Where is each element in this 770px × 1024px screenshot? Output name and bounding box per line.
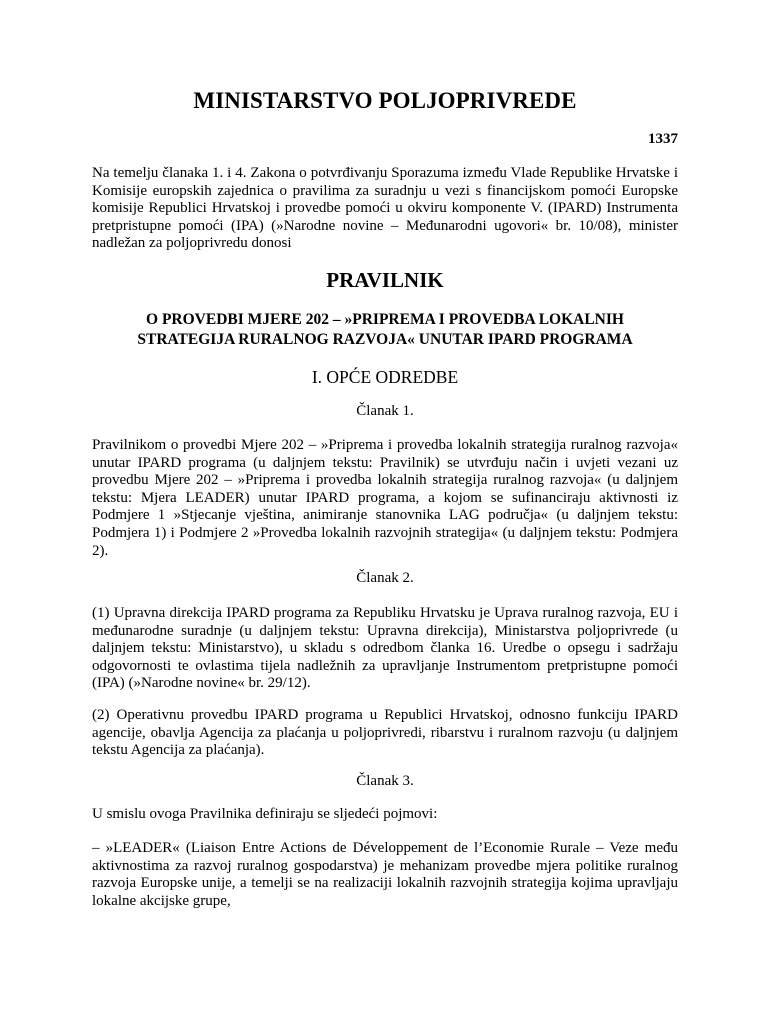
document-subtitle bbox=[92, 310, 678, 349]
document-title: PRAVILNIK bbox=[326, 268, 444, 292]
subtitle-line-2: STRATEGIJA RURALNOG RAZVOJA« UNUTAR IPARD PROGRAMA bbox=[137, 330, 633, 348]
article-3-heading: Članak 3. bbox=[356, 773, 414, 789]
section-heading: I. OPĆE ODREDBE bbox=[311, 367, 459, 387]
article-2-heading: Članak 2. bbox=[356, 570, 414, 586]
subtitle-line-1: O PROVEDBI MJERE 202 – »PRIPREMA I PROVEDBA LOKALNIH bbox=[146, 311, 624, 328]
document-number: 1337 bbox=[648, 131, 678, 147]
article-3-item-1: – »LEADER« (Liaison Entre Actions de Développement de l’Economie Rurale – Veze među aktivnostima za razvoj ruralnog gospodarstva) je mehanizam provedbe mjera politike ruralnog razvoja Europske unije, a temelji se na realizaciji lokalnih razvojnih strategija kojima upravljaju lokalne akcijske grupe, bbox=[92, 840, 678, 909]
article-1-heading: Članak 1. bbox=[356, 403, 414, 419]
article-2-paragraph-1: (1) Upravna direkcija IPARD programa za Republiku Hrvatsku je Uprava ruralnog razvoja, EU i međunarodne suradnje (u daljnjem tekstu: Upravna direkcija), Ministarstva poljoprivrede (u daljnjem tekstu: Ministarstvo), u skladu s odredbom članka 16. Uredbe o opsegu i sadržaju odgovornosti te ovlastima tijela nadležnih za upravljanje Instrumentom pretpristupne pomoći (IPA) (»Narodne novine« br. 29/12). bbox=[92, 605, 678, 692]
article-1-paragraph: Pravilnikom o provedbi Mjere 202 – »Priprema i provedba lokalnih strategija ruralnog razvoja« unutar IPARD programa (u daljnjem tekstu: Pravilnik) se utvrđuju način i uvjeti vezani uz provedbu Mjere 202 – »Priprema i provedba lokalnih strategija ruralnog razvoja« (u daljnjem tekstu: Mjera LEADER) unutar IPARD programa, a kojom se sufinanciraju aktivnosti iz Podmjere 1 »Stjecanje vještina, animiranje stanovnika LAG područja« (u daljnjem tekstu: Podmjera 1) i Podmjere 2 »Provedba lokalnih razvojnih strategija« (u daljnjem tekstu: Podmjera 2). bbox=[92, 437, 678, 559]
ministry-heading: MINISTARSTVO POLJOPRIVREDE bbox=[193, 88, 577, 113]
article-3-intro: U smislu ovoga Pravilnika definiraju se sljedeći pojmovi: bbox=[92, 806, 438, 822]
article-2-paragraph-2: (2) Operativnu provedbu IPARD programa u Republici Hrvatskoj, odnosno funkciju IPARD agencije, obavlja Agencija za plaćanja u poljoprivredi, ribarstvu i ruralnom razvoju (u daljnjem tekstu Agencija za plaćanja). bbox=[92, 707, 678, 759]
preamble-paragraph: Na temelju članaka 1. i 4. Zakona o potvrđivanju Sporazuma između Vlade Republike Hrvatske i Komisije europskih zajednica o pravilima za suradnju u vezi s financijskom pomoći Europske komisije Republici Hrvatskoj i provedbe pomoći u okviru komponente V. (IPARD) Instrumenta pretpristupne pomoći (IPA) (»Narodne novine – Međunarodni ugovori« br. 10/08), minister nadležan za poljoprivredu donosi bbox=[92, 165, 678, 252]
